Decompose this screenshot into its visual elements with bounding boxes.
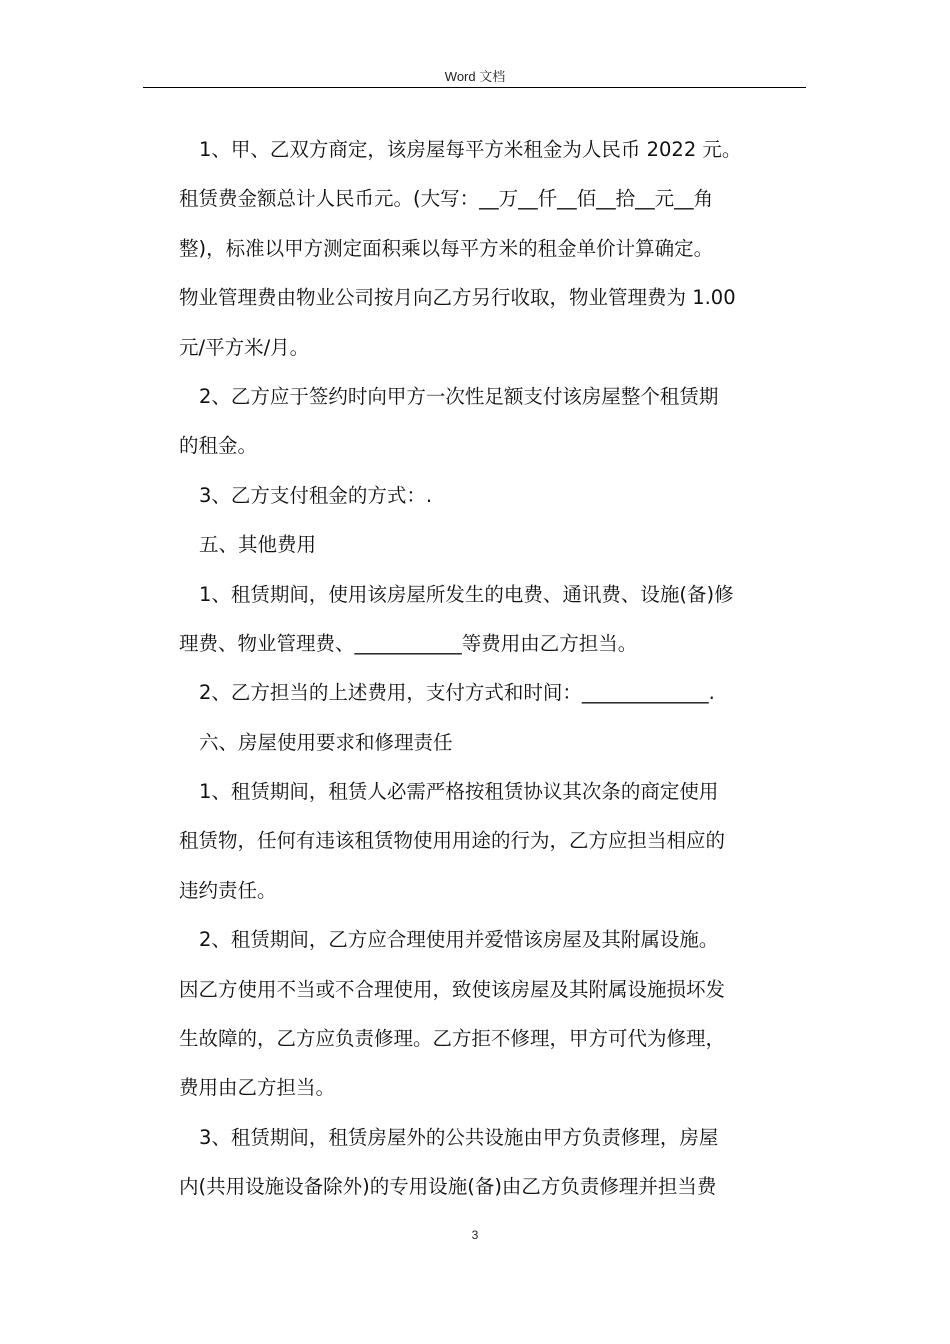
paragraph-line: 违约责任。	[179, 878, 277, 902]
paragraph-line: 生故障的，乙方应负责修理。乙方拒不修理，甲方可代为修理，	[179, 1027, 726, 1051]
document-body	[179, 125, 807, 1212]
paragraph-line: 内(共用设施设备除外)的专用设施(备)由乙方负责修理并担当费	[179, 1175, 717, 1199]
paragraph-line: 2、乙方担当的上述费用，支付方式和时间：_____________.	[199, 681, 715, 705]
paragraph-line: 2、乙方应于签约时向甲方一次性足额支付该房屋整个租赁期	[199, 384, 719, 408]
section-heading: 六、房屋使用要求和修理责任	[199, 730, 453, 754]
paragraph-line: 1、租赁期间，使用该房屋所发生的电费、通讯费、设施(备)修	[199, 582, 734, 606]
header-divider	[143, 87, 806, 88]
paragraph-line: 的租金。	[179, 434, 258, 458]
paragraph-line: 3、租赁期间，租赁房屋外的公共设施由甲方负责修理，房屋	[199, 1125, 719, 1149]
paragraph-line: 因乙方使用不当或不合理使用，致使该房屋及其附属设施损坏发	[179, 977, 726, 1001]
paragraph-line: 理费、物业管理费、___________等费用由乙方担当。	[179, 631, 638, 655]
paragraph-line: 费用由乙方担当。	[179, 1076, 336, 1100]
paragraph-line: 整)，标准以甲方测定面积乘以每平方米的租金单价计算确定。	[179, 236, 714, 260]
section-heading: 五、其他费用	[199, 533, 317, 557]
paragraph-line: 租赁物，任何有违该租赁物使用用途的行为，乙方应担当相应的	[179, 829, 726, 853]
paragraph-line: 1、甲、乙双方商定，该房屋每平方米租金为人民币 2022 元。	[199, 138, 742, 161]
paragraph-line: 1、租赁期间，租赁人必需严格按租赁协议其次条的商定使用	[199, 780, 719, 804]
paragraph-line: 3、乙方支付租金的方式：.	[199, 483, 433, 507]
paragraph-line: 租赁费金额总计人民币元。(大写：__万__仟__佰__拾__元__角	[179, 187, 714, 211]
page-number: 3	[471, 1228, 479, 1242]
paragraph-line: 物业管理费由物业公司按月向乙方另行收取，物业管理费为 1.00	[179, 286, 736, 310]
paragraph-line: 2、租赁期间，乙方应合理使用并爱惜该房屋及其附属设施。	[199, 928, 719, 952]
header-title: Word 文档	[444, 69, 506, 84]
paragraph-line: 元/平方米/月。	[179, 335, 310, 359]
